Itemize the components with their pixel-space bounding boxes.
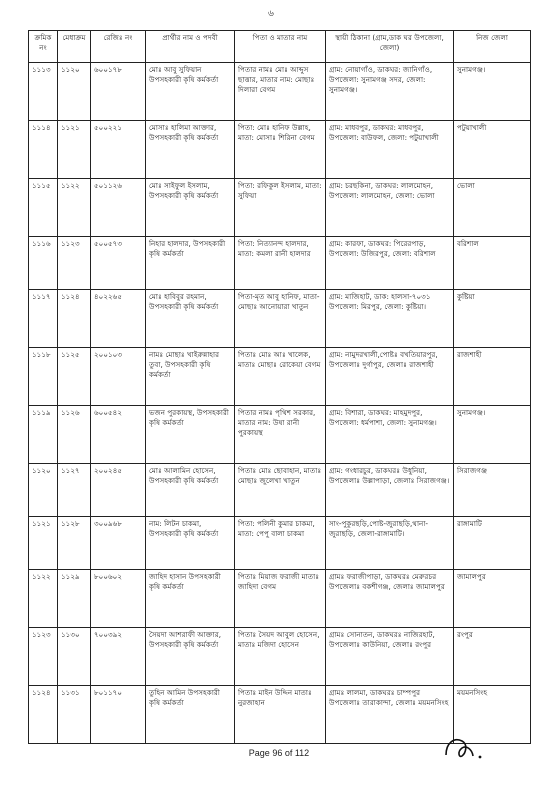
cell-district: কুষ্টিয়া <box>454 290 531 348</box>
cell-address: গ্রাম: চরছকিনা, ডাকঘর: লালমোহন, উপজেলা: লালমোহন, জেলা: ভোলা <box>326 179 454 237</box>
cell-merit: ১১২৫ <box>58 348 91 406</box>
col-parents: পিতা ও মাতার নাম <box>235 31 326 63</box>
cell-address: গ্রাম: বিশারা, ডাকঘর: মাহমুদপুর, উপজেলা: ধর্মপাশা, জেলা: সুনামগঞ্জ। <box>326 406 454 464</box>
cell-reg: ২০০১০৩ <box>91 348 146 406</box>
col-merit: মেধাক্রম <box>58 31 91 63</box>
header-row <box>29 31 531 63</box>
col-serial: ক্রমিক নং <box>29 31 58 63</box>
cell-merit: ১১২৯ <box>58 570 91 628</box>
cell-parents: পিতাঃ সৈয়দ আবুল হোসেন, মাতাঃ মজিদা হোসেন <box>235 628 326 686</box>
cell-merit: ১১২১ <box>58 121 91 179</box>
cell-district: বরিশাল <box>454 237 531 290</box>
cell-parents: পিতা: রফিকুল ইসলাম, মাতা: সুফিয়া <box>235 179 326 237</box>
table-row <box>29 570 531 628</box>
cell-name: মোঃ আলামিন হোসেন, উপসহকারী কৃষি কর্মকর্তা <box>146 464 235 517</box>
cell-district: রাঙ্গামাটি <box>454 517 531 570</box>
cell-reg: ৮০১১৭০ <box>91 686 146 744</box>
cell-serial: ১১২২ <box>29 570 58 628</box>
table-row <box>29 406 531 464</box>
cell-parents: পিতাঃ মোঃ আঃ খালেক, মাতাঃ মোছাঃ রোকেয়া বেগম <box>235 348 326 406</box>
cell-name: সৈয়দা আশরাফী আক্তার, উপসহকারী কৃষি কর্মকর্তা <box>146 628 235 686</box>
cell-serial: ১১১৭ <box>29 290 58 348</box>
cell-name: জাহিদ হাসান উপসহকারী কৃষি কর্মকর্তা <box>146 570 235 628</box>
cell-merit: ১১২২ <box>58 179 91 237</box>
cell-merit: ১১২৬ <box>58 406 91 464</box>
cell-address: গ্রাম: মাধবপুর, ডাকঘর: মাধবপুর, উপজেলা: বাউফল, জেলা: পটুয়াখালী <box>326 121 454 179</box>
cell-address: সাং-পুকুরছড়ি,পোষ্ট-জুরাছড়ি,থানা-জুরাছড়ি, জেলা-রাঙ্গামাটি। <box>326 517 454 570</box>
cell-address: গ্রাম: নোয়াগাঁও, ডাকঘর: জানিগাঁও, উপজেলা: সুনামগঞ্জ সদর, জেলা: সুনামগঞ্জ। <box>326 63 454 121</box>
cell-serial: ১১১৯ <box>29 406 58 464</box>
table-row <box>29 290 531 348</box>
cell-parents: পিতা-মৃত আবু হানিফ, মাতা-মোছাঃ আনোয়ারা খাতুন <box>235 290 326 348</box>
cell-district: সিরাজগঞ্জ <box>454 464 531 517</box>
cell-address: গ্রাম: গংধারচুর, ডাকঘরঃ উধুনিয়া, উপজেলাঃ উল্লাপাড়া, জেলাঃ সিরাজগঞ্জ। <box>326 464 454 517</box>
cell-merit: ১১২৩ <box>58 237 91 290</box>
cell-district: সুনামগঞ্জ। <box>454 63 531 121</box>
cell-reg: ৮০০৬০২ <box>91 570 146 628</box>
cell-merit: ১১২৪ <box>58 290 91 348</box>
cell-parents: পিতা: নিত্যানন্দ হালদার, মাতা: কমলা রানী হালদার <box>235 237 326 290</box>
cell-merit: ১১২০ <box>58 63 91 121</box>
cell-parents: পিতাঃ মাইন উদ্দিন মাতাঃ নুরজাহান <box>235 686 326 744</box>
cell-name: মোঃ সাইফুল ইসলাম, উপসহকারী কৃষি কর্মকর্তা <box>146 179 235 237</box>
cell-serial: ১১২০ <box>29 464 58 517</box>
cell-merit: ১১৩০ <box>58 628 91 686</box>
cell-reg: ২০০২৪৫ <box>91 464 146 517</box>
cell-serial: ১১১৫ <box>29 179 58 237</box>
table-row <box>29 121 531 179</box>
page-number: Page 96 of 112 <box>248 748 310 758</box>
cell-serial: ১১১৩ <box>29 63 58 121</box>
cell-name: নামঃ মোছাঃ খাইরুন্নাহার তুবা, উপসহকারী কৃষি কর্মকর্তা <box>146 348 235 406</box>
cell-merit: ১১২৭ <box>58 464 91 517</box>
table-row <box>29 628 531 686</box>
cell-serial: ১১১৪ <box>29 121 58 179</box>
candidate-table <box>28 30 531 744</box>
cell-parents: পিতা: পলিনী কুমার চাকমা, মাতা: পেপু বালা চাকমা <box>235 517 326 570</box>
cell-name: নিহার হালদার, উপসহকারী কৃষি কর্মকর্তা <box>146 237 235 290</box>
col-name: প্রার্থীর নাম ও পদবী <box>146 31 235 63</box>
cell-address: গ্রামঃ ফরাজীপাড়া, ডাকঘরঃ মেরুরচর উপজেলাঃ বকশীগঞ্জ, জেলাঃ জামালপুর <box>326 570 454 628</box>
cell-serial: ১১১৮ <box>29 348 58 406</box>
cell-district: ভোলা <box>454 179 531 237</box>
cell-address: গ্রাম: নামুদরখালী,পোষ্টঃ বখতিয়ারপুর, উপজেলাঃ দুর্গাপুর, জেলাঃ রাজশাহী <box>326 348 454 406</box>
cell-serial: ১১২১ <box>29 517 58 570</box>
cell-reg: ৫০০২২১ <box>91 121 146 179</box>
cell-district: জামালপুর <box>454 570 531 628</box>
cell-merit: ১১২৮ <box>58 517 91 570</box>
cell-address: গ্রামঃ সোনাতন, ডাকঘরঃ নাজিরহাট, উপজেলাঃ কাউনিয়া, জেলাঃ রংপুর <box>326 628 454 686</box>
signature-mark <box>440 733 490 763</box>
cell-serial: ১১১৬ <box>29 237 58 290</box>
cell-reg: ৬০০১৭৮ <box>91 63 146 121</box>
cell-reg: ৪০২২৬৫ <box>91 290 146 348</box>
cell-address: গ্রাম: কারফা, ডাকঘর: পিরেরপাড়, উপজেলা: উজিরপুর, জেলা: বরিশাল <box>326 237 454 290</box>
table-row <box>29 179 531 237</box>
table-row <box>29 63 531 121</box>
col-district: নিজ জেলা <box>454 31 531 63</box>
cell-reg: ৩০০৯৬৮ <box>91 517 146 570</box>
col-reg: রেজিঃ নং <box>91 31 146 63</box>
cell-reg: ৫০১১২৬ <box>91 179 146 237</box>
cell-parents: পিতাঃ মোঃ ছোবাহান, মাতাঃ মোছাঃ জুলেখা খাতুন <box>235 464 326 517</box>
cell-name: তুহিন আমিন উপসহকারী কৃষি কর্মকর্তা <box>146 686 235 744</box>
cell-reg: ৬০০৫৪২ <box>91 406 146 464</box>
cell-district: ময়মনসিংহ <box>454 686 531 744</box>
cell-name: মোঃ হাবিবুর রহমান, উপসহকারী কৃষি কর্মকর্তা <box>146 290 235 348</box>
page-mark: ৬ <box>268 9 274 19</box>
cell-district: সুনামগঞ্জ। <box>454 406 531 464</box>
cell-parents: পিতার নামঃ মোঃ আব্দুস ছাত্তার, মাতার নাম: মোছাঃ দিলারা বেগম <box>235 63 326 121</box>
cell-name: মোঃ আবু সুফিয়ান উপসহকারী কৃষি কর্মকর্তা <box>146 63 235 121</box>
cell-name: মোসাঃ হালিমা আক্তার, উপসহকারী কৃষি কর্মকর্তা <box>146 121 235 179</box>
cell-name: ভজন পুরকায়স্থ, উপসহকারী কৃষি কর্মকর্তা <box>146 406 235 464</box>
cell-district: পটুয়াখালী <box>454 121 531 179</box>
col-address: স্থায়ী ঠিকানা (গ্রাম,ডাক ঘর উপজেলা, জেলা) <box>326 31 454 63</box>
table-row <box>29 464 531 517</box>
cell-reg: ৭০০৩৯২ <box>91 628 146 686</box>
table-row <box>29 517 531 570</box>
cell-parents: পিতা: মোঃ হানিফ উল্লাহ, মাতা: মোসাঃ শিরিনা বেগম <box>235 121 326 179</box>
cell-merit: ১১৩১ <box>58 686 91 744</box>
cell-parents: পিতাঃ মিয়াজ ফরাজী মাতাঃ জাহিদা বেগম <box>235 570 326 628</box>
cell-parents: পিতার নামঃ পৃথিশ সরকার, মাতার নাম: উষা রানী পুরকায়স্থ <box>235 406 326 464</box>
table-row <box>29 237 531 290</box>
cell-reg: ৫০০৫৭৩ <box>91 237 146 290</box>
cell-district: রাজশাহী <box>454 348 531 406</box>
cell-address: গ্রাম: মাজিহাট, ডাক: হালসা-৭০৩১ উপজেলা: মিরপুর, জেলা: কুষ্টিয়া। <box>326 290 454 348</box>
cell-address: গ্রামঃ লালমা, ডাকঘরঃ চাম্পপুর উপজেলাঃ তারাকান্দা, জেলাঃ ময়মনসিংহ <box>326 686 454 744</box>
cell-serial: ১১২৩ <box>29 628 58 686</box>
table-row <box>29 348 531 406</box>
cell-serial: ১১২৪ <box>29 686 58 744</box>
cell-name: নাম: লিটন চাকমা, উপসহকারী কৃষি কর্মকর্তা <box>146 517 235 570</box>
cell-district: রংপুর <box>454 628 531 686</box>
